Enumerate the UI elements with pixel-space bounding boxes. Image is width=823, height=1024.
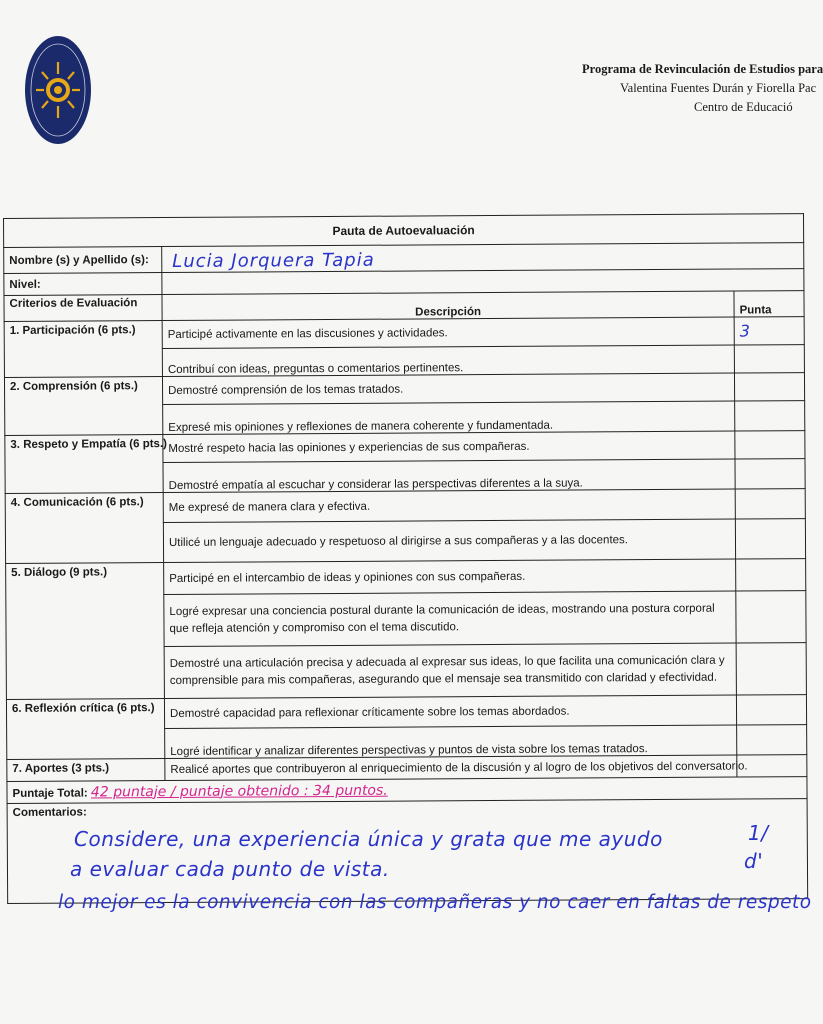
institution-seal-logo bbox=[24, 34, 92, 146]
score-cell[interactable] bbox=[736, 559, 806, 591]
criterion-item: Demostré empatía al escuchar y considerar las perspectivas diferentes a la suya. bbox=[163, 459, 735, 492]
criterion-item: Demostré comprensión de los temas tratados. bbox=[162, 373, 734, 404]
comment-line-1: Considere, una experiencia única y grata que me ayudo bbox=[74, 827, 663, 851]
criterion-item: Me expresé de manera clara y efectiva. bbox=[163, 489, 735, 522]
score-cell[interactable] bbox=[736, 643, 806, 695]
name-label: Nombre (s) y Apellido (s): bbox=[4, 247, 162, 274]
rubric-table bbox=[3, 213, 808, 904]
criterion-item: Demostré una articulación precisa y adecuada al expresar sus ideas, lo que facilita una comunicación clara y comprensible para mis compañeras, asegurando que el mensaje sea transmitido con claridad y efectividad. bbox=[164, 643, 736, 698]
score-cell[interactable] bbox=[736, 591, 806, 643]
document-header bbox=[540, 60, 823, 117]
criterion-label: 5. Diálogo (9 pts.) bbox=[6, 563, 165, 700]
score-cell[interactable] bbox=[735, 489, 805, 519]
comments-label: Comentarios: bbox=[12, 806, 87, 819]
level-label: Nivel: bbox=[4, 273, 162, 296]
comment-line-3: lo mejor es la convivencia con las compañeras y no caer en faltas de respeto bbox=[58, 892, 812, 913]
criterion-item: Demostré capacidad para reflexionar críticamente sobre los temas abordados. bbox=[164, 695, 736, 728]
form-title: Pauta de Autoevaluación bbox=[4, 214, 804, 248]
criterion-label: 1. Participación (6 pts.) bbox=[4, 321, 162, 378]
criterion-label: 3. Respeto y Empatía (6 pts.) bbox=[5, 435, 163, 494]
score-cell[interactable] bbox=[734, 345, 804, 373]
criterion-item: Contribuí con ideas, preguntas o comentarios pertinentes. bbox=[162, 345, 734, 376]
self-evaluation-form bbox=[0, 218, 812, 918]
score-cell[interactable] bbox=[734, 317, 804, 345]
score-mark: 3 bbox=[739, 321, 750, 341]
total-label: Puntaje Total: bbox=[12, 786, 88, 800]
criterion-item: Participé activamente en las discusiones y actividades. bbox=[162, 317, 734, 348]
score-header: Punta bbox=[734, 291, 804, 317]
name-value: Lucia Jorquera Tapia bbox=[172, 249, 375, 272]
score-cell[interactable] bbox=[735, 431, 805, 459]
criterion-item: Logré expresar una conciencia postural durante la comunicación de ideas, mostrando una postura corporal que refleja atención y compromiso con el tema discutido. bbox=[164, 591, 736, 646]
criterion-item: Utilicé un lenguaje adecuado y respetuoso al dirigirse a sus compañeras y a las docentes. bbox=[163, 519, 735, 562]
criterion-label: 2. Comprensión (6 pts.) bbox=[4, 377, 162, 436]
criterion-label: 6. Reflexión crítica (6 pts.) bbox=[6, 699, 164, 760]
score-cell[interactable] bbox=[735, 401, 805, 431]
criterion-item: Realicé aportes que contribuyeron al enriquecimiento de la discusión y al logro de los objetivos del conversatorio. bbox=[165, 755, 737, 780]
description-header: Descripción bbox=[162, 291, 734, 320]
score-cell[interactable] bbox=[736, 695, 806, 725]
criterion-label: 7. Aportes (3 pts.) bbox=[7, 759, 165, 782]
margin-mark: 1/ bbox=[748, 821, 769, 845]
score-cell[interactable] bbox=[735, 459, 805, 489]
criteria-header: Criterios de Evaluación bbox=[4, 295, 162, 322]
score-cell[interactable] bbox=[734, 373, 804, 401]
header-center: Centro de Educació bbox=[694, 100, 793, 114]
total-value: 42 puntaje / puntaje obtenido : 34 puntos. bbox=[90, 782, 388, 800]
criterion-item: Logré identificar y analizar diferentes perspectivas y puntos de vista sobre los temas tratados. bbox=[165, 725, 737, 758]
score-cell[interactable] bbox=[737, 725, 807, 755]
name-field[interactable] bbox=[162, 243, 804, 273]
header-authors: Valentina Fuentes Durán y Fiorella Pac bbox=[620, 81, 817, 95]
score-cell[interactable] bbox=[735, 519, 805, 559]
criterion-label: 4. Comunicación (6 pts.) bbox=[5, 493, 163, 564]
criterion-item: Mostré respeto hacia las opiniones y experiencias de sus compañeras. bbox=[163, 431, 735, 462]
header-program-title: Programa de Revinculación de Estudios para bbox=[582, 62, 823, 76]
comment-line-2: a evaluar cada punto de vista. bbox=[70, 857, 390, 881]
criterion-item: Participé en el intercambio de ideas y opiniones con sus compañeras. bbox=[164, 559, 736, 594]
margin-mark: d' bbox=[744, 849, 764, 873]
criterion-item: Expresé mis opiniones y reflexiones de manera coherente y fundamentada. bbox=[163, 401, 735, 434]
